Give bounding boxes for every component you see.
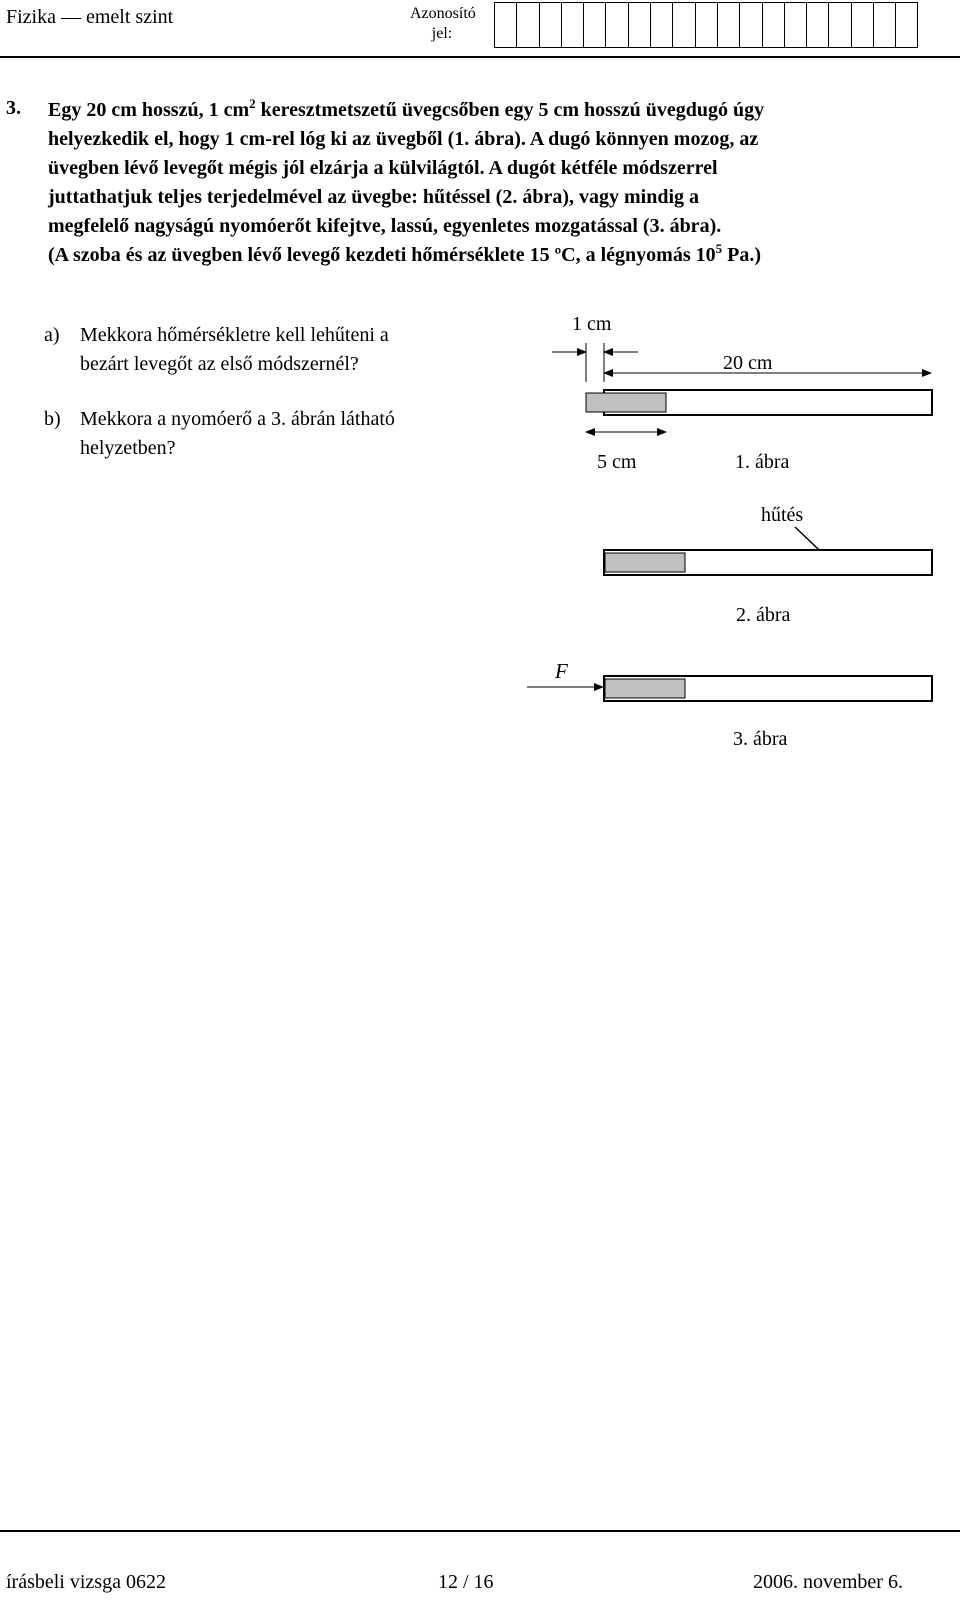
problem-line: juttathatjuk teljes terjedelmével az üvegbe: hűtéssel (2. ábra), vagy mindig a [48, 186, 700, 208]
glass-stopper [605, 679, 685, 698]
figure-3-caption: 3. ábra [733, 728, 788, 750]
superscript: 5 [715, 241, 723, 256]
question-letter: a) [44, 324, 60, 346]
label-1cm: 1 cm [572, 313, 612, 335]
figure-1 [552, 313, 932, 473]
arrow-20cm-head-right [922, 369, 932, 377]
glass-stopper [586, 393, 666, 412]
figure-2 [604, 504, 932, 626]
question-letter: b) [44, 408, 61, 430]
superscript: 2 [249, 96, 256, 111]
label-20cm: 20 cm [723, 352, 773, 374]
problem-number: 3. [6, 97, 21, 119]
problem-line: Egy 20 cm hosszú, 1 $cm^2$ keresztmetszetű üvegcsőben egy 5 cm hosszú üvegdugó úgy [48, 96, 765, 121]
question-text-line: helyzetben? [80, 437, 176, 459]
footer-page-number: 12 / 16 [438, 1571, 494, 1593]
figure-2-caption: 2. ábra [736, 604, 791, 626]
footer-exam-code: írásbeli vizsga 0622 [6, 1571, 166, 1593]
problem-line: helyezkedik el, hogy 1 cm-rel lóg ki az üvegből (1. ábra). A dugó könnyen mozog, az [48, 128, 759, 150]
label-force: F [555, 659, 568, 683]
id-label-line1: Azonosító [410, 5, 476, 22]
problem-line: (A szoba és az üvegben lévő levegő kezdeti hőmérséklete 15 ºC, a légnyomás $10^5$ Pa.) [48, 241, 762, 266]
figures-diagram [0, 0, 960, 800]
question-text-line: bezárt levegőt az első módszernél? [80, 353, 359, 375]
figure-3 [527, 659, 932, 750]
page-header-title: Fizika — emelt szint [6, 6, 174, 28]
question-text-line: Mekkora a nyomóerő a 3. ábrán látható [80, 408, 395, 430]
footer-divider [0, 1530, 960, 1532]
problem-line: üvegben lévő levegőt mégis jól elzárja a külvilágtól. A dugót kétféle módszerrel [48, 157, 718, 179]
figure-1-caption: 1. ábra [735, 451, 790, 473]
glass-stopper [605, 553, 685, 572]
question-text-line: Mekkora hőmérsékletre kell lehűteni a [80, 324, 389, 346]
problem-line: megfelelő nagyságú nyomóerőt kifejtve, lassú, egyenletes mozgatással (3. ábra). [48, 215, 722, 237]
label-cooling: hűtés [761, 504, 804, 526]
id-label-line2: jel: [431, 25, 453, 42]
label-5cm: 5 cm [597, 451, 637, 473]
footer-date: 2006. november 6. [753, 1571, 903, 1593]
